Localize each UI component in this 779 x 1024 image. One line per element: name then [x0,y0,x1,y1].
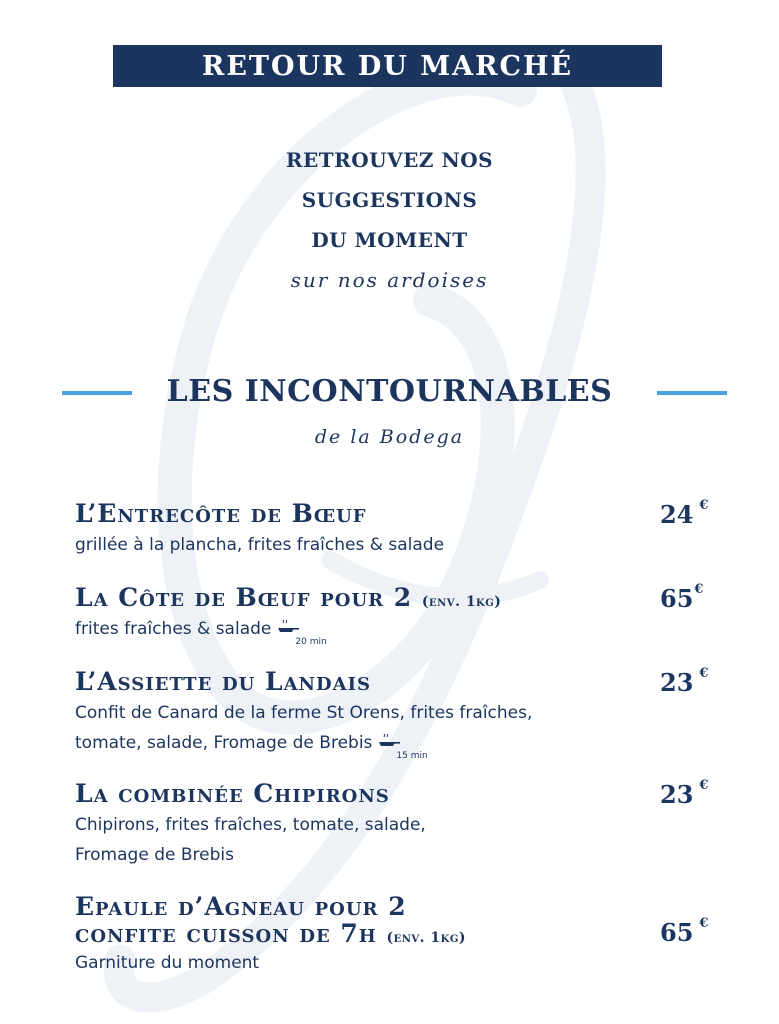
currency-symbol: € [694,582,704,597]
menu-item-description: Chipirons, frites fraîches, tomate, salade, [75,815,426,835]
cooking-pan-icon [277,618,327,647]
price-value: 65 [660,918,694,947]
menu-item-description-text: tomate, salade, Fromage de Brebis [75,733,373,753]
currency-symbol: € [699,916,709,931]
menu-item-price [660,500,708,529]
cooking-time: 20 min [295,637,327,647]
menu-item-title [75,584,501,616]
menu-item-description-text: frites fraîches & salade [75,619,272,639]
menu-item-title-text: confite cuisson de 7h [75,919,377,948]
menu-item-price [660,780,708,809]
suggestions-line-2: SUGGESTIONS [301,188,478,212]
menu-item-title: Epaule d’Agneau pour 2 [75,892,407,921]
price-value: 23 [660,668,694,697]
currency-symbol: € [699,666,709,681]
section-title: LES INCONTOURNABLES [166,374,613,409]
menu-item-title-sub: (env. 1kg) [386,930,467,946]
suggestions-line-3: DU MOMENT [311,228,468,252]
menu-item-description: Confit de Canard de la ferme St Orens, frites fraîches, [75,703,533,723]
banner-title: RETOUR DU MARCHÉ [113,45,662,87]
currency-symbol: € [699,778,709,793]
menu-item-description: grillée à la plancha, frites fraîches & salade [75,535,445,555]
menu-item-description-line2 [75,728,428,761]
price-value: 24 [660,500,694,529]
menu-item-description-line2: Fromage de Brebis [75,845,234,865]
menu-item-title-sub: (env. 1kg) [421,594,502,610]
menu-item-description: Garniture du moment [75,953,260,973]
menu-item-title-text: La Côte de Bœuf pour 2 [75,583,413,612]
menu-item-price [660,584,703,613]
menu-item-title: L’Entrecôte de Bœuf [75,499,367,528]
menu-item-title: La combinée Chipirons [75,779,390,808]
menu-item-price [660,918,708,947]
price-value: 23 [660,780,694,809]
currency-symbol: € [699,498,709,513]
section-script: de la Bodega [314,426,465,448]
menu-item-price [660,668,708,697]
cooking-time: 15 min [396,751,428,761]
menu-item-description [75,614,327,647]
suggestions-script: sur nos ardoises [290,268,489,292]
price-value: 65 [660,584,694,613]
suggestions-line-1: RETROUVEZ NOS [285,148,494,172]
cooking-pan-icon [378,732,428,761]
menu-item-title: L’Assiette du Landais [75,667,371,696]
